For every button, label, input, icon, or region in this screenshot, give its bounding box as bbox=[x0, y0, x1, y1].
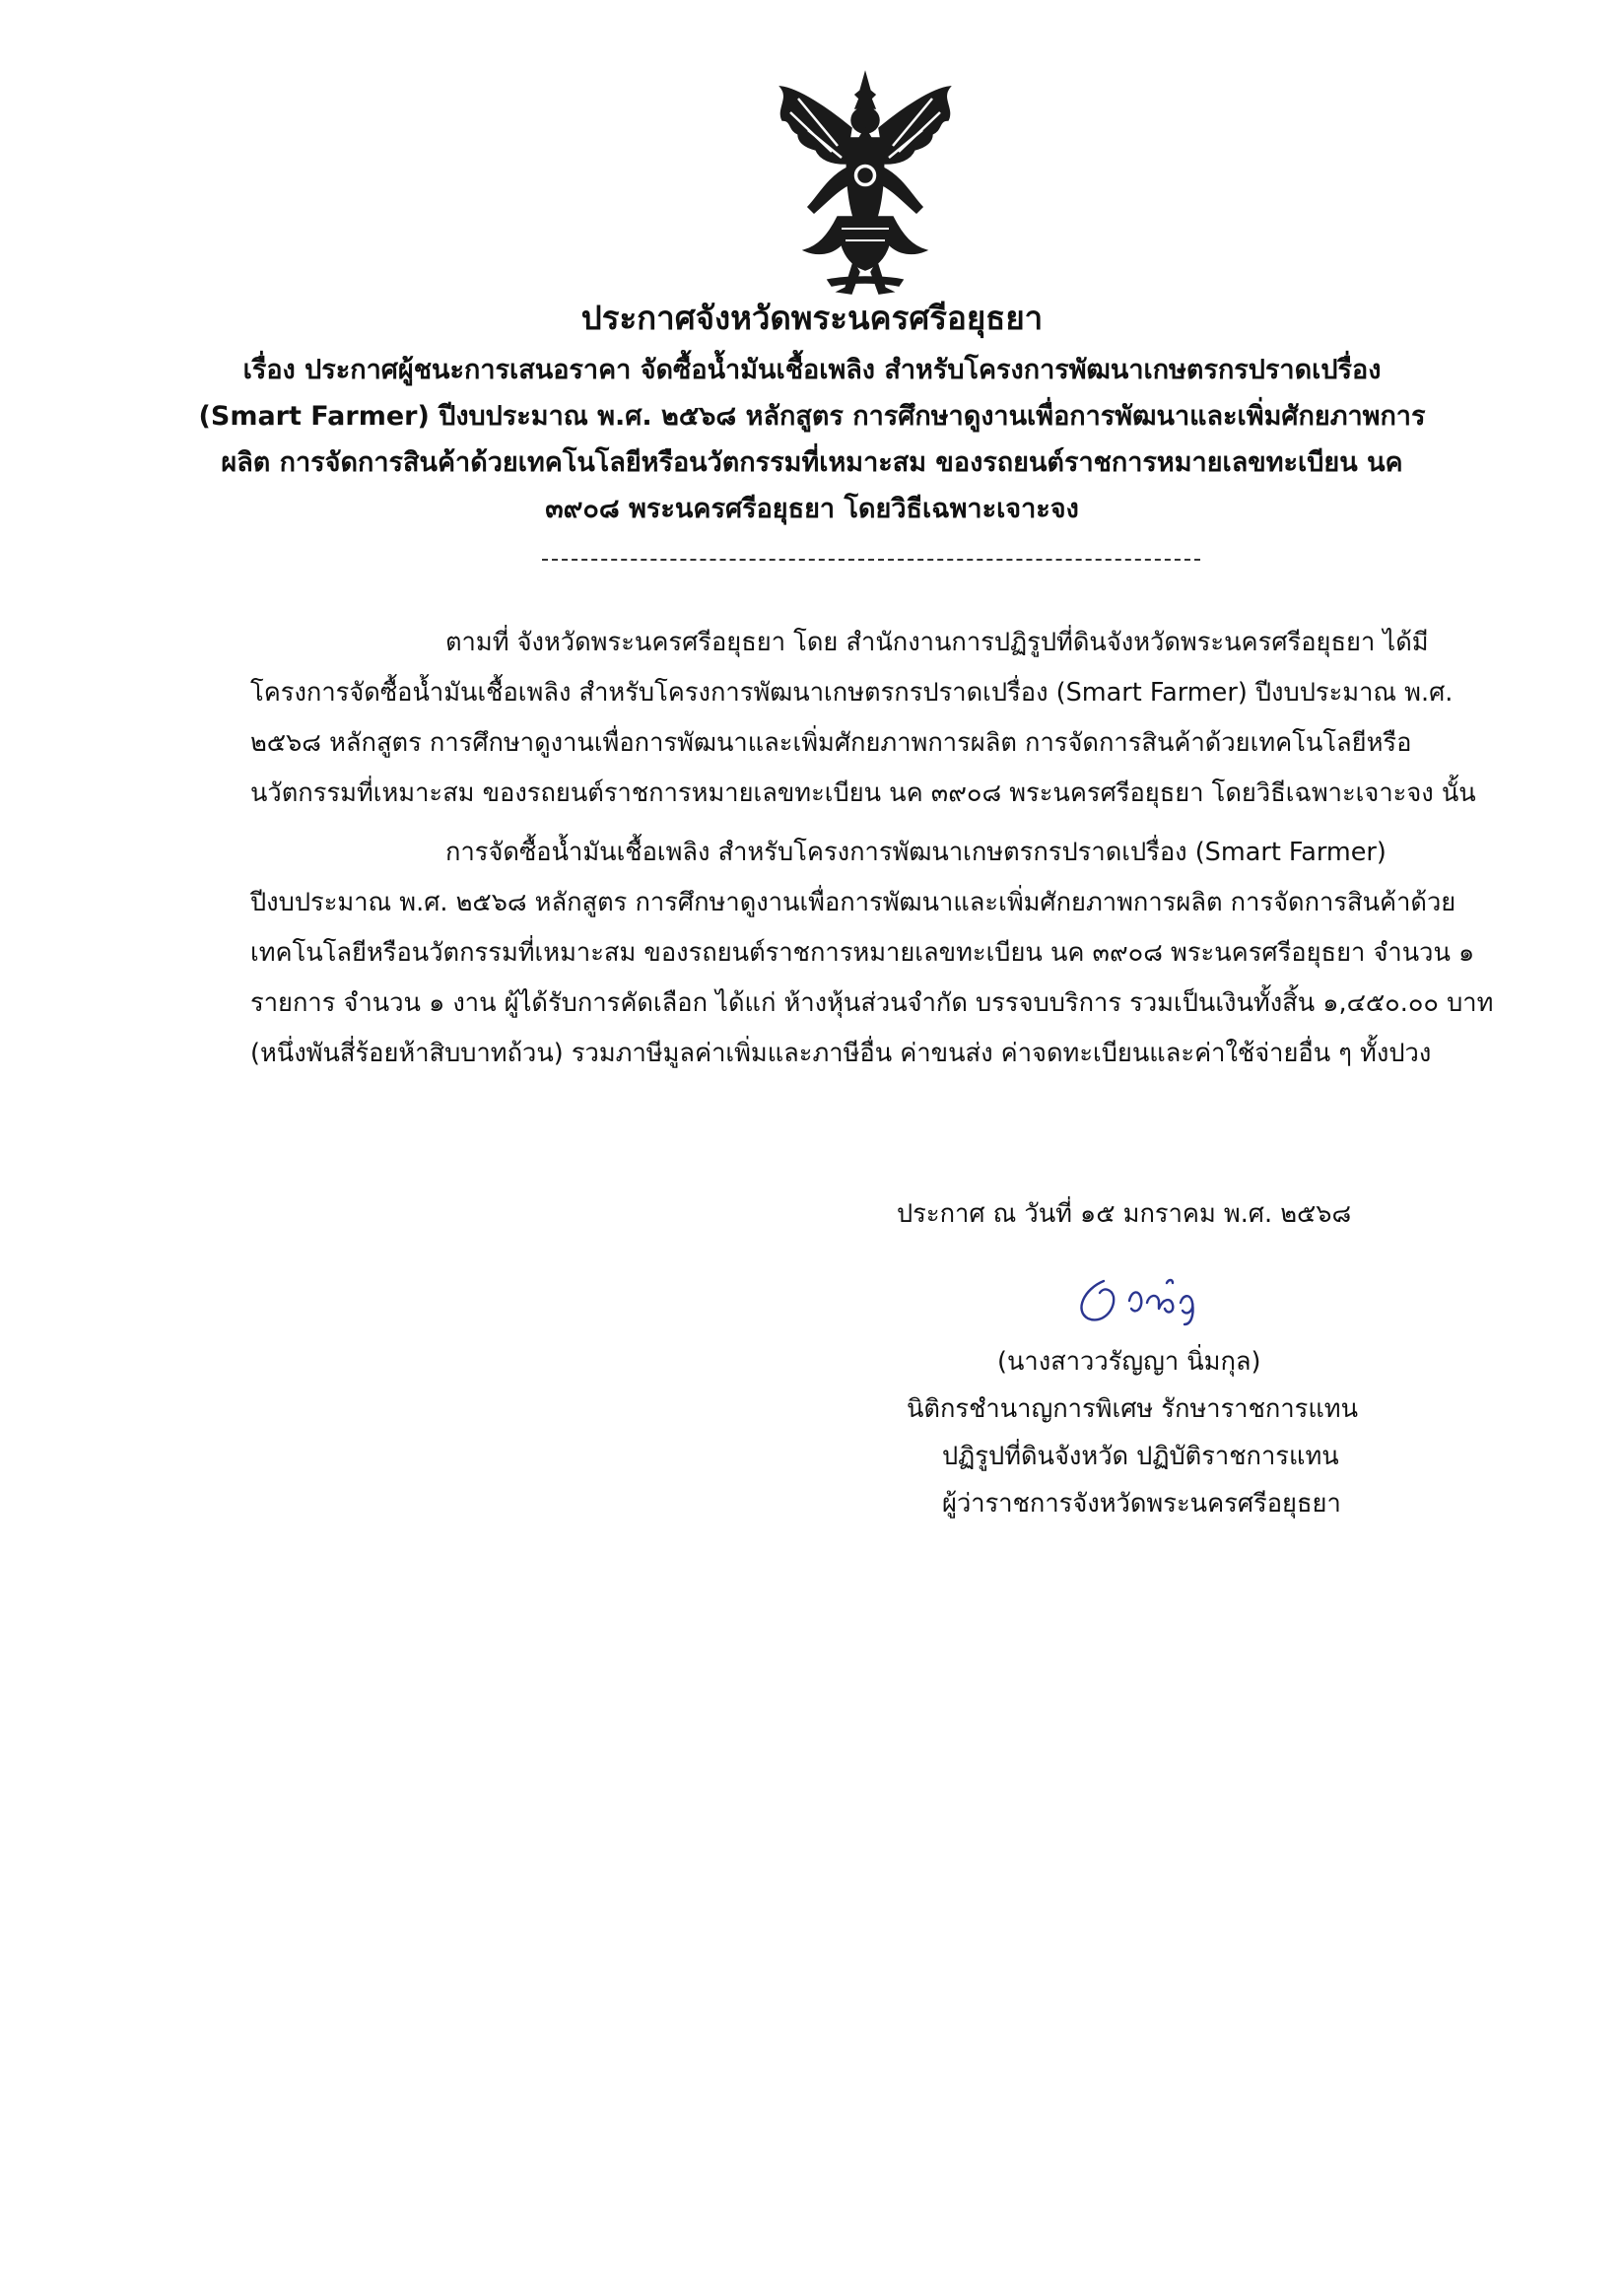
signer-block bbox=[887, 1338, 1439, 1527]
dashed-divider bbox=[542, 559, 1200, 561]
document-subject: เรื่อง ประกาศผู้ชนะการเสนอราคา จัดซื้อน้ำมันเชื้อเพลิง สำหรับโครงการพัฒนาเกษตรกรปราดเปรื่อง (Smart Farmer) ปีงบประมาณ พ.ศ. ๒๕๖๘ หลักสูตร การศึกษาดูงานเพื่อการพัฒนาและเพิ่มศักยภาพการผลิต การจัดการสินค้าด้วยเทคโนโลยีหรือนวัตกรรมที่เหมาะสม ของรถยนต์ราชการหมายเลขทะเบียน นค ๓๙๐๘ พระนครศรีอยุธยา โดยวิธีเฉพาะเจาะจง bbox=[198, 355, 1426, 524]
document-header bbox=[197, 294, 1427, 532]
document-title: ประกาศจังหวัดพระนครศรีอยุธยา bbox=[580, 299, 1044, 337]
document-body bbox=[250, 618, 1498, 1088]
handwritten-signature-icon bbox=[1064, 1259, 1271, 1330]
signer-name: (นางสาววรัญญา นิ่มกุล) bbox=[997, 1347, 1261, 1377]
body-paragraph-2: การจัดซื้อน้ำมันเชื้อเพลิง สำหรับโครงการพัฒนาเกษตรกรปราดเปรื่อง (Smart Farmer) ปีงบประมาณ พ.ศ. ๒๕๖๘ หลักสูตร การศึกษาดูงานเพื่อการพัฒนาและเพิ่มศักยภาพการผลิต การจัดการสินค้าด้วยเทคโนโลยีหรือนวัตกรรมที่เหมาะสม ของรถยนต์ราชการหมายเลขทะเบียน นค ๓๙๐๘ พระนครศรีอยุธยา จำนวน ๑ รายการ จำนวน ๑ งาน ผู้ได้รับการคัดเลือก ได้แก่ ห้างหุ้นส่วนจำกัด บรรจบบริการ รวมเป็นเงินทั้งสิ้น ๑,๔๕๐.๐๐ บาท (หนึ่งพันสี่ร้อยห้าสิบบาทถ้วน) รวมภาษีมูลค่าเพิ่มและภาษีอื่น ค่าขนส่ง ค่าจดทะเบียนและค่าใช้จ่ายอื่น ๆ ทั้งปวง bbox=[250, 838, 1494, 1068]
announcement-date: ประกาศ ณ วันที่ ๑๕ มกราคม พ.ศ. ๒๕๖๘ bbox=[897, 1199, 1352, 1229]
garuda-emblem-icon bbox=[769, 69, 962, 296]
body-paragraph-1: ตามที่ จังหวัดพระนครศรีอยุธยา โดย สำนักงานการปฏิรูปที่ดินจังหวัดพระนครศรีอยุธยา ได้มีโครงการจัดซื้อน้ำมันเชื้อเพลิง สำหรับโครงการพัฒนาเกษตรกรปราดเปรื่อง (Smart Farmer) ปีงบประมาณ พ.ศ. ๒๕๖๘ หลักสูตร การศึกษาดูงานเพื่อการพัฒนาและเพิ่มศักยภาพการผลิต การจัดการสินค้าด้วยเทคโนโลยีหรือนวัตกรรมที่เหมาะสม ของรถยนต์ราชการหมายเลขทะเบียน นค ๓๙๐๘ พระนครศรีอยุธยา โดยวิธีเฉพาะเจาะจง นั้น bbox=[250, 628, 1476, 808]
signer-position-2: ปฏิรูปที่ดินจังหวัด ปฏิบัติราชการแทน bbox=[942, 1442, 1339, 1471]
signer-position-1: นิติกรชำนาญการพิเศษ รักษาราชการแทน bbox=[907, 1394, 1359, 1424]
signer-position-3: ผู้ว่าราชการจังหวัดพระนครศรีอยุธยา bbox=[942, 1489, 1341, 1519]
